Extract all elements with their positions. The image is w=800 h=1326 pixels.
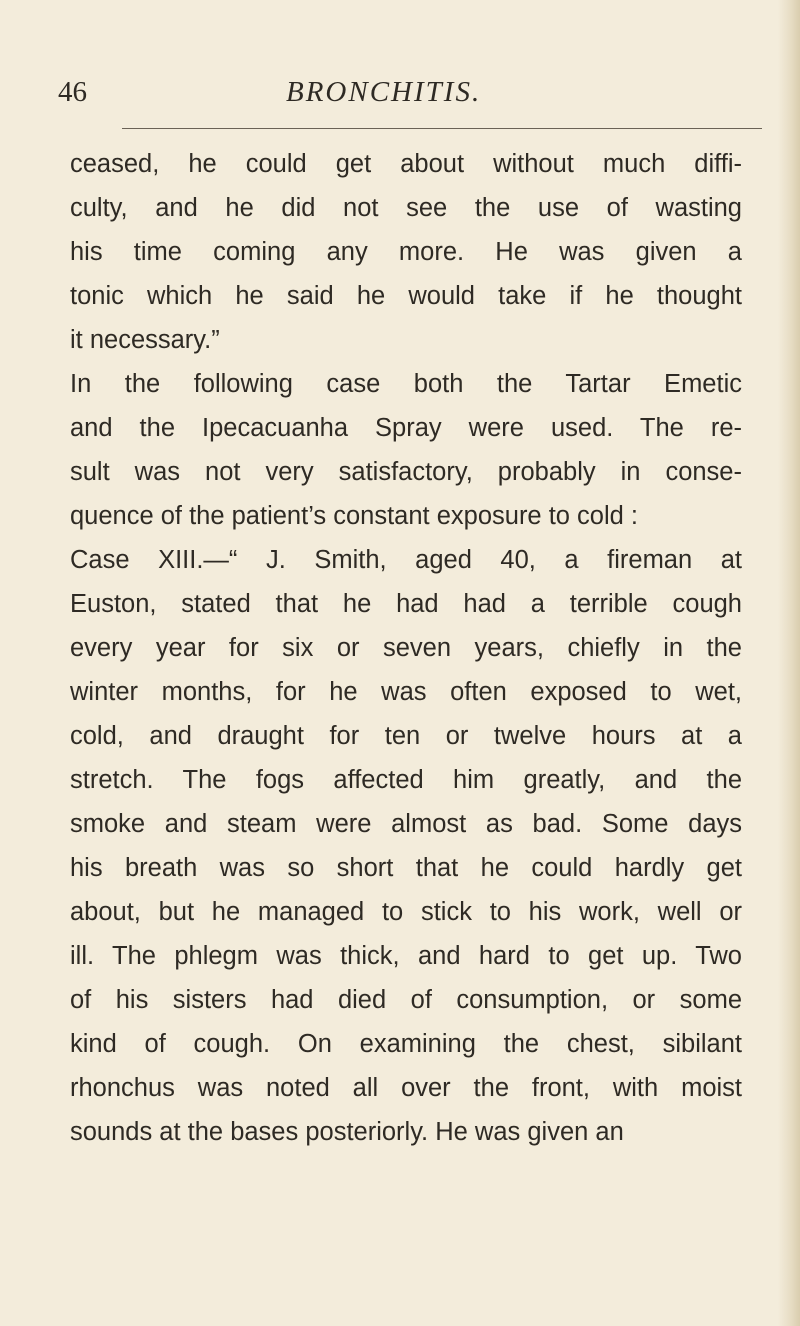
running-title: BRONCHITIS.: [286, 76, 482, 108]
text-line: ill. The phlegm was thick, and hard to get up. Two: [70, 942, 742, 970]
body-text: [70, 142, 742, 1154]
text-line: Euston, stated that he had had a terrible cough: [70, 590, 742, 618]
text-line: ceased, he could get about without much diffi-: [70, 150, 742, 178]
text-line: rhonchus was noted all over the front, with moist: [70, 1074, 742, 1102]
text-line: about, but he managed to stick to his work, well or: [70, 898, 742, 926]
text-line: his time coming any more. He was given a: [70, 238, 742, 266]
text-line: quence of the patient’s constant exposure to cold :: [70, 502, 638, 530]
text-line: In the following case both the Tartar Emetic: [70, 370, 742, 398]
text-line: cold, and draught for ten or twelve hours at a: [70, 722, 742, 750]
text-line: Case XIII.—“ J. Smith, aged 40, a fireman at: [70, 546, 742, 574]
text-line: smoke and steam were almost as bad. Some days: [70, 810, 742, 838]
text-line: every year for six or seven years, chiefly in the: [70, 634, 742, 662]
text-line: winter months, for he was often exposed to wet,: [70, 678, 742, 706]
text-line: and the Ipecacuanha Spray were used. The re-: [70, 414, 742, 442]
text-line: his breath was so short that he could hardly get: [70, 854, 742, 882]
page-number: 46: [58, 76, 87, 108]
text-line: kind of cough. On examining the chest, sibilant: [70, 1030, 742, 1058]
text-line: tonic which he said he would take if he thought: [70, 282, 742, 310]
page-edge-shadow: [778, 0, 800, 1326]
text-line: it necessary.”: [70, 326, 220, 354]
text-line: culty, and he did not see the use of wasting: [70, 194, 742, 222]
text-line: sult was not very satisfactory, probably in conse-: [70, 458, 742, 486]
page-header: [58, 72, 758, 112]
header-rule: [122, 128, 762, 129]
text-line: of his sisters had died of consumption, or some: [70, 986, 742, 1014]
text-line: stretch. The fogs affected him greatly, and the: [70, 766, 742, 794]
text-line: sounds at the bases posteriorly. He was given an: [70, 1118, 624, 1146]
